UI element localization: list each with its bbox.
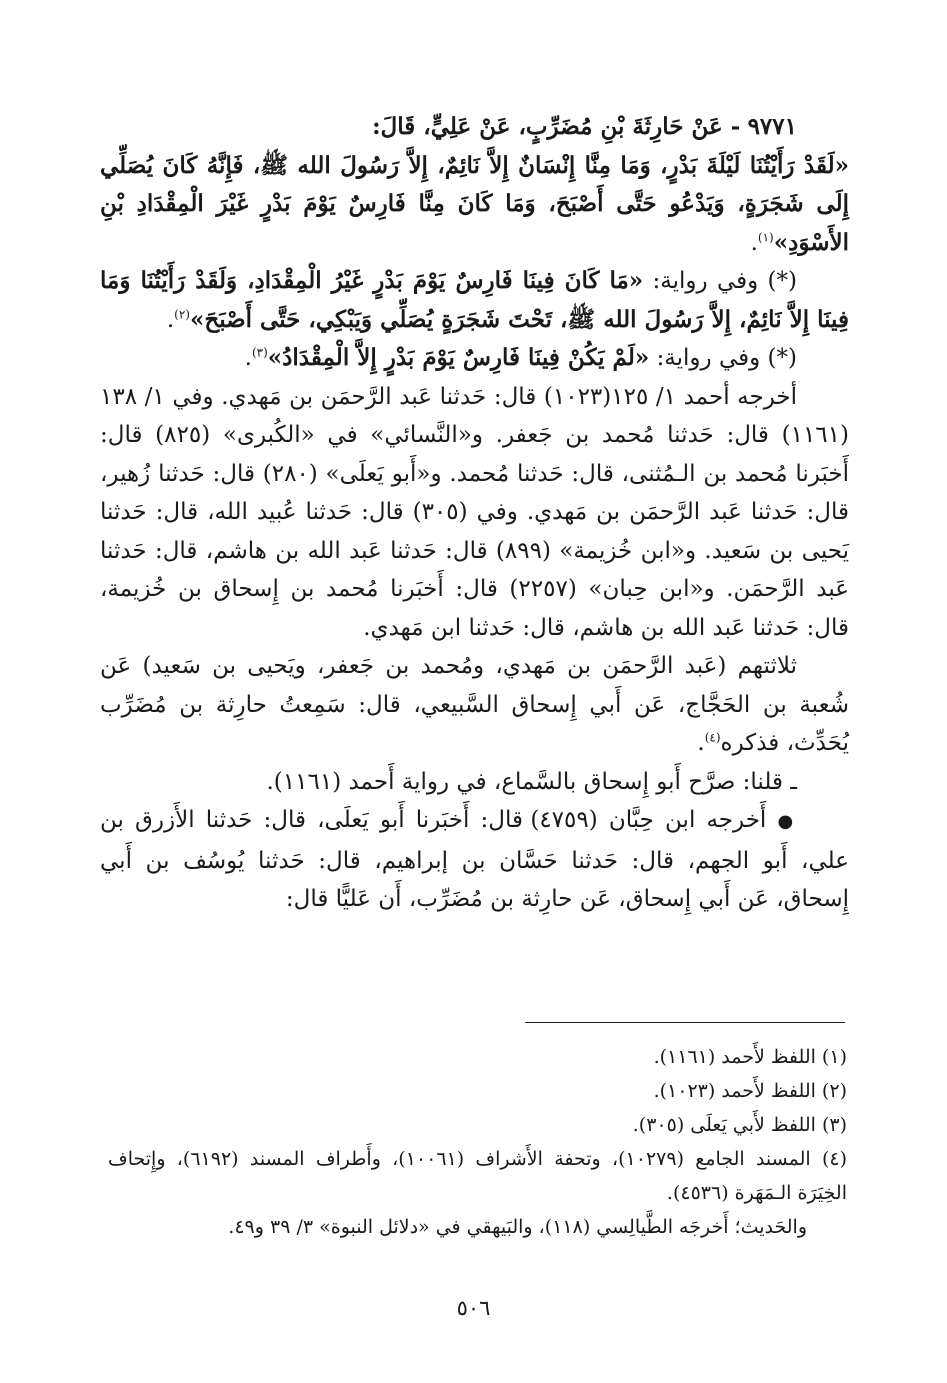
riwaya-2-text: «لَمْ يَكُنْ فِينَا فَارِسٌ يَوْمَ بَدْرٍ إِلاَّ الْمِقْدَادُ» (267, 344, 650, 371)
footnote-ref-1: (١) (757, 229, 774, 244)
hadith-text: «لَقَدْ رَأَيْتُنَا لَيْلَةَ بَدْرٍ، وَمَا مِنَّا إِنْسَانٌ إِلاَّ نَائِمٌ، إِلاَّ رَسُولَ الله ﷺ، فَإِنَّهُ كَانَ يُصَلِّي إِلَى شَجَرَةٍ، وَيَدْعُو حَتَّى أَصْبَحَ، وَمَا كَانَ مِنَّا فَارِسٌ يَوْمَ بَدْرٍ غَيْرَ الْمِقْدَادِ بْنِ الأَسْوَدِ»$^{(١)}$. (100, 151, 849, 256)
footnote-ref-4: (٤) (704, 730, 721, 745)
takhrij-paragraph-4 (100, 801, 849, 919)
riwaya-2: (*) وفي رواية: «لَمْ يَكُنْ فِينَا فَارِسٌ يَوْمَ بَدْرٍ إِلاَّ الْمِقْدَادُ»$^{(٣)}$. (244, 344, 797, 371)
bullet-icon: ● (777, 811, 797, 832)
hadith-header (100, 108, 849, 147)
page-number: ٥٠٦ (456, 1296, 491, 1320)
footnote-ref-3: (٣) (251, 345, 268, 360)
footnote-4: (٤) المسند الجامع (١٠٢٧٩)، وتحفة الأَشراف (١٠٠٦١)، وأَطراف المسند (٦١٩٢)، وإِتحاف الخِيَرَة الـمَهَرة (٤٥٣٦). (108, 1148, 847, 1204)
footnotes (108, 1040, 847, 1244)
hadith-matn: «لَقَدْ رَأَيْتُنَا لَيْلَةَ بَدْرٍ، وَمَا مِنَّا إِنْسَانٌ إِلاَّ نَائِمٌ، إِلاَّ رَسُولَ الله ﷺ، فَإِنَّهُ كَانَ يُصَلِّي إِلَى شَجَرَةٍ، وَيَدْعُو حَتَّى أَصْبَحَ، وَمَا كَانَ مِنَّا فَارِسٌ يَوْمَ بَدْرٍ غَيْرَ الْمِقْدَادِ بْنِ الأَسْوَدِ» (100, 151, 849, 256)
riwaya-1-text: «مَا كَانَ فِينَا فَارِسٌ يَوْمَ بَدْرٍ غَيْرُ الْمِقْدَادِ، وَلَقَدْ رَأَيْتُنَا وَمَا فِينَا إِلاَّ نَائِمٌ، إِلاَّ رَسُولَ الله ﷺ، تَحْتَ شَجَرَةٍ يُصَلِّي وَيَبْكِي، حَتَّى أَصْبَحَ» (100, 267, 849, 333)
hadith-number: ٩٧٧١ (747, 113, 797, 140)
hadith-chain: - عَنْ حَارِثَةَ بْنِ مُضَرِّبٍ، عَنْ عَلِيٍّ، قَالَ: (372, 113, 741, 140)
takhrij-note: ـ قلنا: صرَّح أَبو إِسحاق بالسَّماع، في رواية أَحمد (١١٦١). (266, 768, 797, 795)
riwaya-1-prefix: (*) وفي رواية: (652, 268, 798, 294)
main-text (100, 108, 849, 919)
takhrij-paragraph-1: أخرجه أحمد ١/ ١٢٥(١٠٢٣) قال: حَدثنا عَبد الرَّحمَن بن مَهدي. وفي ١/ ١٣٨ (١١٦١) قال: حَدثنا مُحمد بن جَعفر. و«النَّسائي» في «الكُبرى» (٨٢٥) قال: أَخبَرنا مُحمد بن الـمُثنى، قال: حَدثنا مُحمد. و«أَبو يَعلَى» (٢٨٠) قال: حَدثنا زُهير، قال: حَدثنا عَبد الرَّحمَن بن مَهدي. وفي (٣٠٥) قال: حَدثنا عُبيد الله، قال: حَدثنا يَحيى بن سَعيد. و«ابن خُزيمة» (٨٩٩) قال: حَدثنا عَبد الله بن هاشم، قال: حَدثنا عَبد الرَّحمَن. و«ابن حِبان» (٢٢٥٧) قال: أَخبَرنا مُحمد بن إِسحاق بن خُزيمة، قال: حَدثنا عَبد الله بن هاشم، قال: حَدثنا ابن مَهدي. (100, 383, 850, 641)
riwaya-2-prefix: (*) وفي رواية: (656, 345, 797, 371)
footnote-ref-2: (٢) (174, 306, 190, 321)
footnote-3: (٣) اللفظ لأَبي يَعلَى (٣٠٥). (632, 1114, 847, 1136)
riwaya-1: (*) وفي رواية: «مَا كَانَ فِينَا فَارِسٌ يَوْمَ بَدْرٍ غَيْرُ الْمِقْدَادِ، وَلَقَدْ رَأَيْتُنَا وَمَا فِينَا إِلاَّ نَائِمٌ، إِلاَّ رَسُولَ الله ﷺ، تَحْتَ شَجَرَةٍ يُصَلِّي وَيَبْكِي، حَتَّى أَصْبَحَ»$^{(٢)}$. (100, 267, 849, 333)
footnote-2: (٢) اللفظ لأَحمد (١٠٢٣). (653, 1080, 847, 1102)
takhrij-paragraph-2-text: ثلاثتهم (عَبد الرَّحمَن بن مَهدي، ومُحمد بن جَعفر، ويَحيى بن سَعيد) عَن شُعبة بن الحَجَّاج، عَن أَبي إِسحاق السَّبيعي، قال: سَمِعتُ حارِثة بن مُضَرِّب يُحَدِّث، فذكره (100, 653, 849, 756)
footnote-continuation: والحَديث؛ أَخرجَه الطَّيالِسي (١١٨)، والبَيهقي في «دلائل النبوة» ٣/ ٣٩ و٤٩. (228, 1216, 807, 1238)
takhrij-paragraph-2: ثلاثتهم (عَبد الرَّحمَن بن مَهدي، ومُحمد بن جَعفر، ويَحيى بن سَعيد) عَن شُعبة بن الحَجَّاج، عَن أَبي إِسحاق السَّبيعي، قال: سَمِعتُ حارِثة بن مُضَرِّب يُحَدِّث، فذكره$^{(٤)}$. (100, 653, 849, 756)
footnote-1: (١) اللفظ لأَحمد (١١٦١). (653, 1046, 847, 1068)
footnote-divider (525, 1022, 845, 1023)
takhrij-paragraph-4-text: أَخرجه ابن حِبَّان (٤٧٥٩) قال: أَخبَرنا أَبو يَعلَى، قال: حَدثنا الأَزرق بن علي، أَبو الجهم، قال: حَدثنا حَسَّان بن إبراهيم، قال: حَدثنا يُوسُف بن أَبي إِسحاق، عَن أَبي إِسحاق، عَن حارِثة بن مُضَرِّب، أَن عَليًّا قال: (100, 807, 849, 912)
